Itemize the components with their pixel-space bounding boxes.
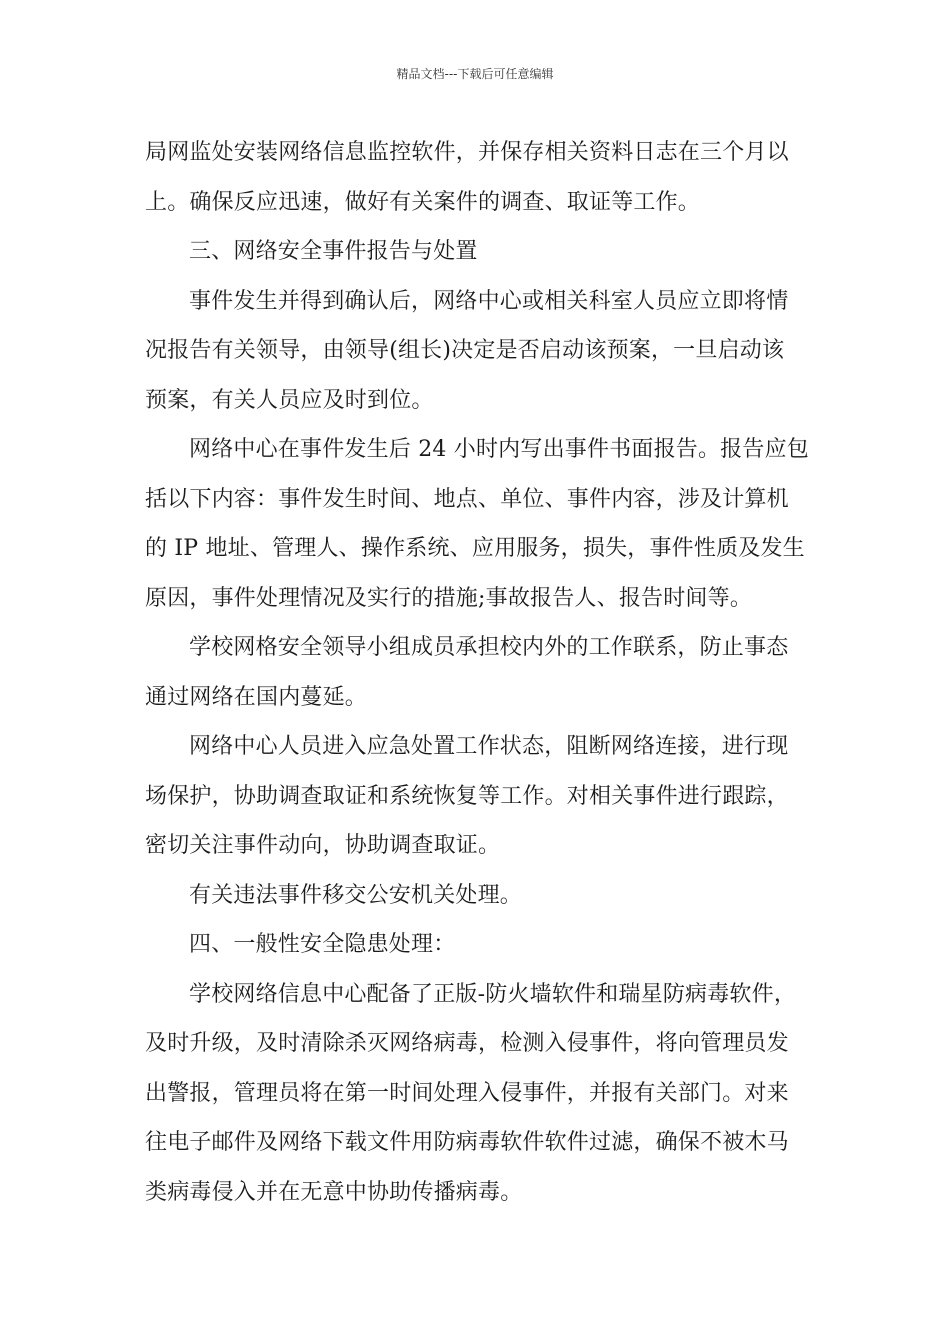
section-heading-incident-report	[145, 227, 807, 277]
paragraph-leadership-group	[145, 623, 807, 722]
text-line: 通过网络在国内蔓延。	[145, 684, 368, 710]
text-line: 网络中心在事件发生后 24 小时内写出事件书面报告。报告应包	[189, 437, 809, 462]
text-line: 学校网络信息中心配备了正版-防火墙软件和瑞星防病毒软件，	[189, 981, 797, 1007]
document-body	[145, 128, 807, 1217]
text-line: 有关违法事件移交公安机关处理。	[189, 882, 523, 908]
text-line: 场保护，协助调查取证和系统恢复等工作。对相关事件进行跟踪，	[145, 783, 789, 809]
text-line: 网络中心人员进入应急处置工作状态，阻断网络连接，进行现	[189, 734, 789, 759]
text-line: 学校网格安全领导小组成员承担校内外的工作联系，防止事态	[189, 635, 789, 660]
page-header: 精品文档---下载后可任意编辑	[396, 67, 554, 81]
text-line: 类病毒侵入并在无意中协助传播病毒。	[145, 1179, 523, 1205]
text-line: 预案，有关人员应及时到位。	[145, 387, 434, 413]
text-line: 及时升级，及时清除杀灭网络病毒，检测入侵事件，将向管理员发	[145, 1031, 789, 1056]
text-line: 密切关注事件动向，协助调查取证。	[145, 833, 501, 858]
section-heading-general-hazards	[145, 920, 807, 970]
text-line: 往电子邮件及网络下载文件用防病毒软件软件过滤，确保不被木马	[145, 1130, 789, 1155]
paragraph-monitoring	[145, 128, 807, 227]
heading-line: 四、一般性安全隐患处理：	[189, 932, 456, 957]
paragraph-antivirus	[145, 970, 807, 1218]
text-line: 的 IP 地址、管理人、操作系统、应用服务，损失，事件性质及发生	[145, 536, 805, 561]
text-line: 出警报，管理员将在第一时间处理入侵事件，并报有关部门。对来	[145, 1080, 789, 1106]
text-line: 况报告有关领导，由领导(组长)决定是否启动该预案，一旦启动该	[145, 338, 785, 363]
paragraph-written-report	[145, 425, 807, 623]
heading-line: 三、网络安全事件报告与处置	[189, 239, 478, 264]
text-line: 括以下内容：事件发生时间、地点、单位、事件内容，涉及计算机	[145, 486, 789, 512]
paragraph-police-handover	[145, 871, 807, 921]
paragraph-confirmation	[145, 277, 807, 426]
text-line: 原因，事件处理情况及实行的措施;事故报告人、报告时间等。	[145, 585, 753, 611]
paragraph-emergency-state	[145, 722, 807, 871]
text-line: 上。确保反应迅速，做好有关案件的调查、取证等工作。	[145, 189, 701, 215]
text-line: 局网监处安装网络信息监控软件，并保存相关资料日志在三个月以	[145, 140, 789, 165]
text-line: 事件发生并得到确认后，网络中心或相关科室人员应立即将情	[189, 288, 789, 314]
